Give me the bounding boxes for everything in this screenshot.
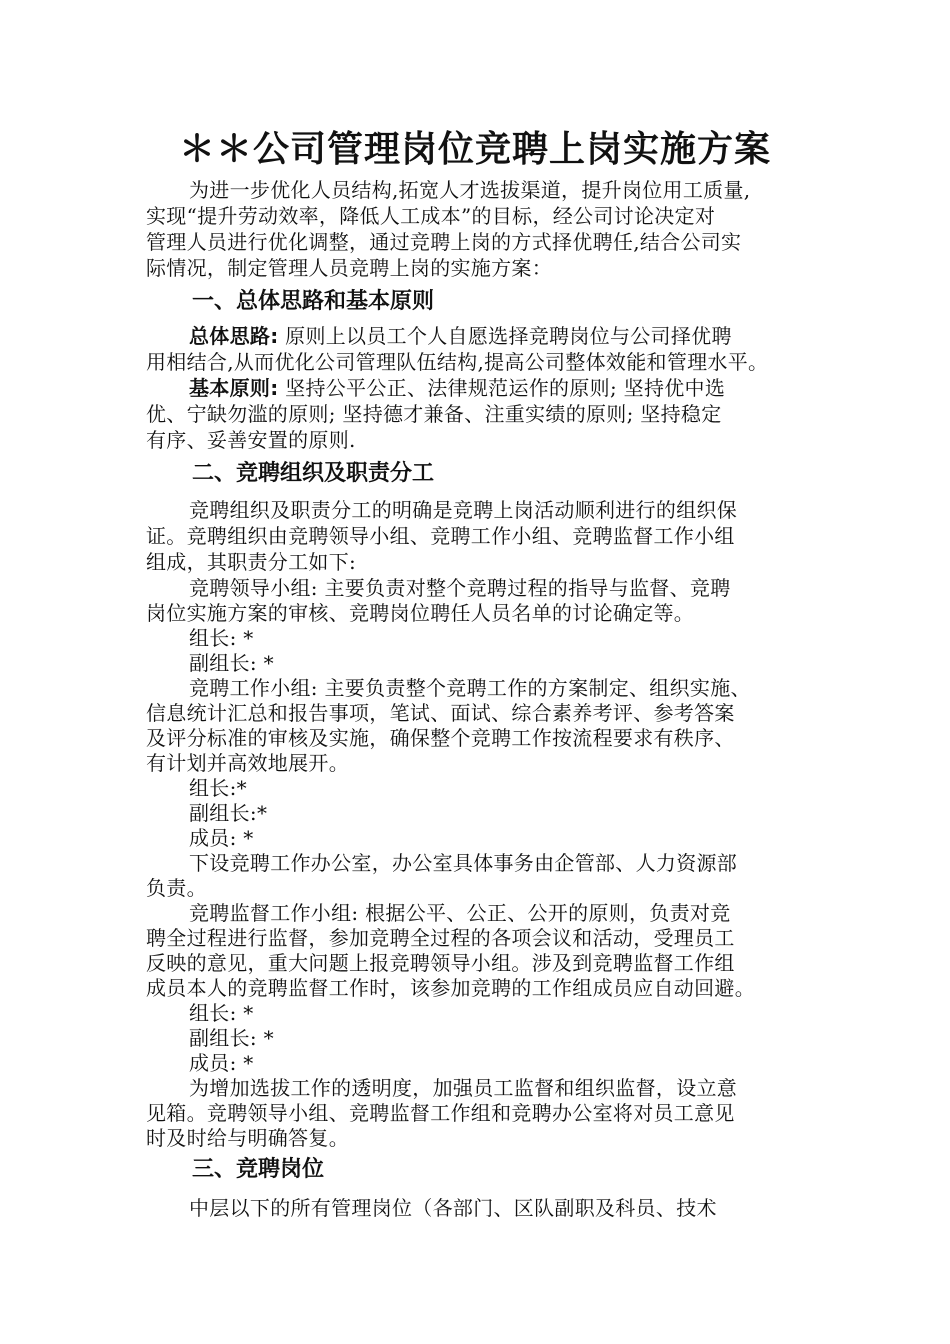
body-line: 时及时给与明确答复。 xyxy=(146,1126,349,1150)
body-line: 竞聘领导小组: 主要负责对整个竞聘过程的指导与监督、竞聘 xyxy=(189,576,731,600)
overall-approach-label: 总体思路: xyxy=(189,324,279,348)
body-line: 反映的意见，重大问题上报竞聘领导小组。涉及到竞聘监督工作组 xyxy=(146,951,735,975)
intro-line: 为进一步优化人员结构,拓宽人才选拔渠道，提升岗位用工质量, xyxy=(189,178,751,202)
document-title: ＊＊公司管理岗位竞聘上岗实施方案 xyxy=(178,129,771,170)
section-heading-3: 三、竞聘岗位 xyxy=(192,1157,325,1182)
intro-line: 实现“提升劳动效率，降低人工成本”的目标，经公司讨论决定对 xyxy=(146,204,716,228)
body-line: 副组长: * xyxy=(189,1026,274,1050)
body-line: 有计划并高效地展开。 xyxy=(146,751,349,775)
basic-principle-line xyxy=(189,375,725,401)
basic-principle-text: 坚持公平公正、法律规范运作的原则; 坚持优中选 xyxy=(278,376,726,400)
overall-approach-line: 用相结合,从而优化公司管理队伍结构,提高公司整体效能和管理水平。 xyxy=(146,350,769,374)
section-heading-2: 二、竞聘组织及职责分工 xyxy=(192,461,435,486)
body-line: 中层以下的所有管理岗位（各部门、区队副职及科员、技术 xyxy=(189,1196,717,1220)
body-line: 竞聘工作小组: 主要负责整个竞聘工作的方案制定、组织实施、 xyxy=(189,676,751,700)
body-line: 岗位实施方案的审核、竞聘岗位聘任人员名单的讨论确定等。 xyxy=(146,601,695,625)
basic-principle-label: 基本原则: xyxy=(189,376,279,400)
body-line: 成员: * xyxy=(189,1051,254,1075)
body-line: 见箱。竞聘领导小组、竞聘监督工作组和竞聘办公室将对员工意见 xyxy=(146,1101,735,1125)
body-line: 组成，其职责分工如下: xyxy=(146,550,357,574)
body-line: 副组长:* xyxy=(189,801,268,825)
body-line: 为增加选拔工作的透明度，加强员工监督和组织监督，设立意 xyxy=(189,1076,738,1100)
basic-principle-line: 优、宁缺勿滥的原则; 坚持德才兼备、注重实绩的原则; 坚持稳定 xyxy=(146,402,722,426)
body-line: 下设竞聘工作办公室，办公室具体事务由企管部、人力资源部 xyxy=(189,851,738,875)
basic-principle-line: 有序、妥善安置的原则. xyxy=(146,428,356,452)
body-line: 竞聘组织及职责分工的明确是竞聘上岗活动顺利进行的组织保 xyxy=(189,498,738,522)
body-line: 聘全过程进行监督，参加竞聘全过程的各项会议和活动，受理员工 xyxy=(146,926,735,950)
body-line: 副组长: * xyxy=(189,651,274,675)
body-line: 及评分标准的审核及实施，确保整个竞聘工作按流程要求有秩序、 xyxy=(146,726,735,750)
body-line: 信息统计汇总和报告事项，笔试、面试、综合素养考评、参考答案 xyxy=(146,701,735,725)
intro-line: 际情况，制定管理人员竞聘上岗的实施方案： xyxy=(146,256,552,280)
overall-approach-text: 原则上以员工个人自愿选择竞聘岗位与公司择优聘 xyxy=(278,324,732,348)
body-line: 成员本人的竞聘监督工作时，该参加竞聘的工作组成员应自动回避。 xyxy=(146,976,755,1000)
body-line: 负责。 xyxy=(146,876,207,900)
body-line: 组长: * xyxy=(189,1001,254,1025)
body-line: 竞聘监督工作小组: 根据公平、公正、公开的原则，负责对竞 xyxy=(189,901,731,925)
body-line: 组长:* xyxy=(189,776,247,800)
body-line: 组长: * xyxy=(189,626,254,650)
overall-approach-line xyxy=(189,323,732,349)
section-heading-1: 一、总体思路和基本原则 xyxy=(192,289,435,314)
intro-line: 管理人员进行优化调整，通过竞聘上岗的方式择优聘任,结合公司实 xyxy=(146,230,742,254)
body-line: 证。竞聘组织由竞聘领导小组、竞聘工作小组、竞聘监督工作小组 xyxy=(146,524,735,548)
body-line: 成员: * xyxy=(189,826,254,850)
